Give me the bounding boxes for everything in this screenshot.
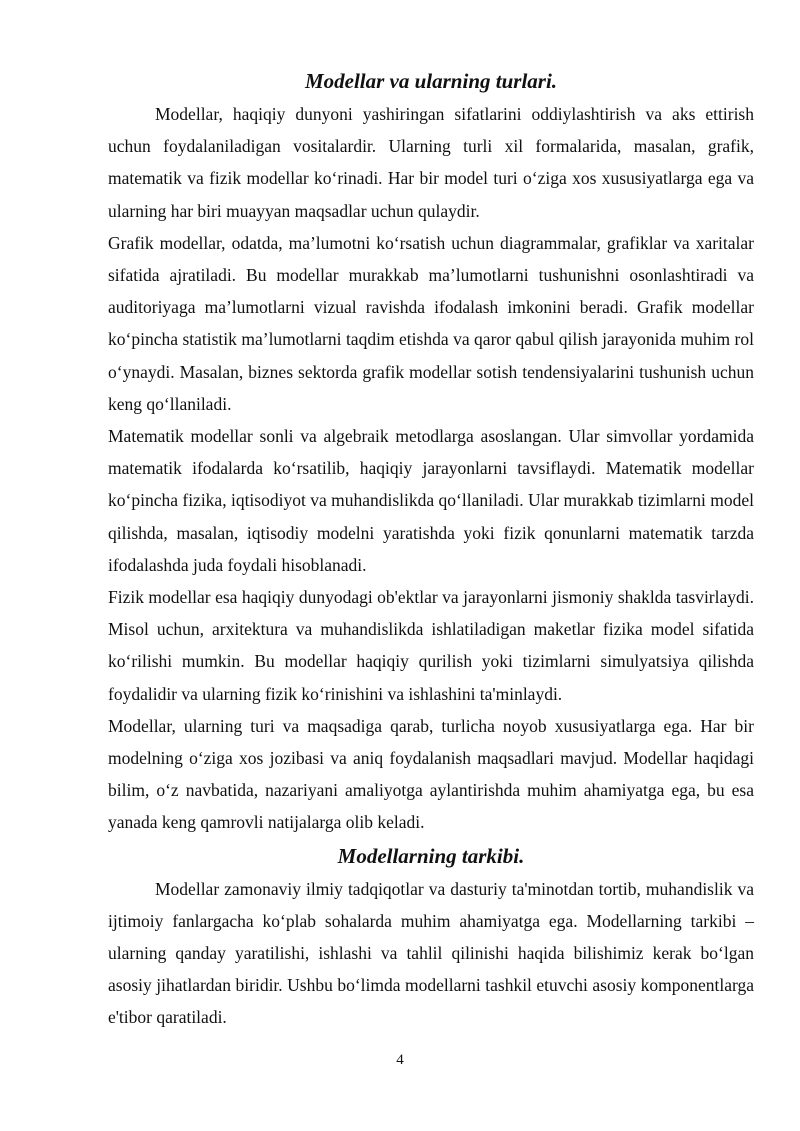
paragraph-structure-intro: Modellar zamonaviy ilmiy tadqiqotlar va dasturiy ta'minotdan tortib, muhandislik va ijtimoiy fanlargacha ko‘plab sohalarda muhim ahamiyatga ega. Modellarning tarkibi – ularning qanday yaratilishi, ishlashi va tahlil qilinishi haqida bilishimiz kerak bo‘lgan asosiy jihatlardan biridir. Ushbu bo‘limda modellarni tashkil etuvchi asosiy komponentlarga e'tibor qaratiladi.: [108, 878, 754, 1028]
paragraph-intro: Modellar, haqiqiy dunyoni yashiringan sifatlarini oddiylashtirish va aks ettirish uchun foydalaniladigan vositalardir. Ularning turli xil formalarida, masalan, grafik, matematik va fizik modellar ko‘rinadi. Har bir model turi o‘ziga xos xususiyatlarga ega va ularning har biri muayyan maqsadlar uchun qulaydir.: [108, 104, 754, 221]
page-number: 4: [396, 1052, 404, 1068]
paragraph-graphic-models: Grafik modellar, odatda, ma’lumotni ko‘rsatish uchun diagrammalar, grafiklar va xaritalar sifatida ajratiladi. Bu modellar murakkab ma’lumotlarni tushunishni osonlashtiradi va auditoriyaga ma’lumotlarni vizual ravishda ifodalash imkonini beradi. Grafik modellar ko‘pincha statistik ma’lumotlarni taqdim etishda va qaror qabul qilish jarayonida muhim rol o‘ynaydi. Masalan, biznes sektorda grafik modellar sotish tendensiyalarini tushunish uchun keng qo‘llaniladi.: [108, 232, 754, 414]
paragraph-models-summary: Modellar, ularning turi va maqsadiga qarab, turlicha noyob xususiyatlarga ega. Har bir modelning o‘ziga xos jozibasi va aniq foydalanish maqsadlari mavjud. Modellar haqidagi bilim, o‘z navbatida, nazariyani amaliyotga aylantirishda muhim ahamiyatga ega, bu esa yanada keng qamrovli natijalarga olib keladi.: [108, 715, 754, 833]
paragraph-physical-models: Fizik modellar esa haqiqiy dunyodagi ob'ektlar va jarayonlarni jismoniy shaklda tasvirlaydi. Misol uchun, arxitektura va muhandislikda ishlatiladigan maketlar fizika model sifatida ko‘rilishi mumkin. Bu modellar haqiqiy qurilish yoki tizimlarni simulyatsiya qilishda foydalidir va ularning fizik ko‘rinishini va ishlashini ta'minlaydi.: [108, 587, 754, 704]
section-title-model-types: Modellar va ularning turlari.: [304, 69, 558, 93]
paragraph-math-models: Matematik modellar sonli va algebraik metodlarga asoslangan. Ular simvollar yordamida matematik ifodalarda ko‘rsatilib, haqiqiy jarayonlarni tavsiflaydi. Matematik modellar ko‘pincha fizika, iqtisodiyot va muhandislikda qo‘llaniladi. Ular murakkab tizimlarni model qilishda, masalan, iqtisodiy modelni yaratishda yoki fizik qonunlarni matematik tarzda ifodalashda juda foydali hisoblanadi.: [108, 426, 754, 575]
section-title-model-structure: Modellarning tarkibi.: [337, 843, 525, 868]
document-page: [108, 64, 754, 1034]
